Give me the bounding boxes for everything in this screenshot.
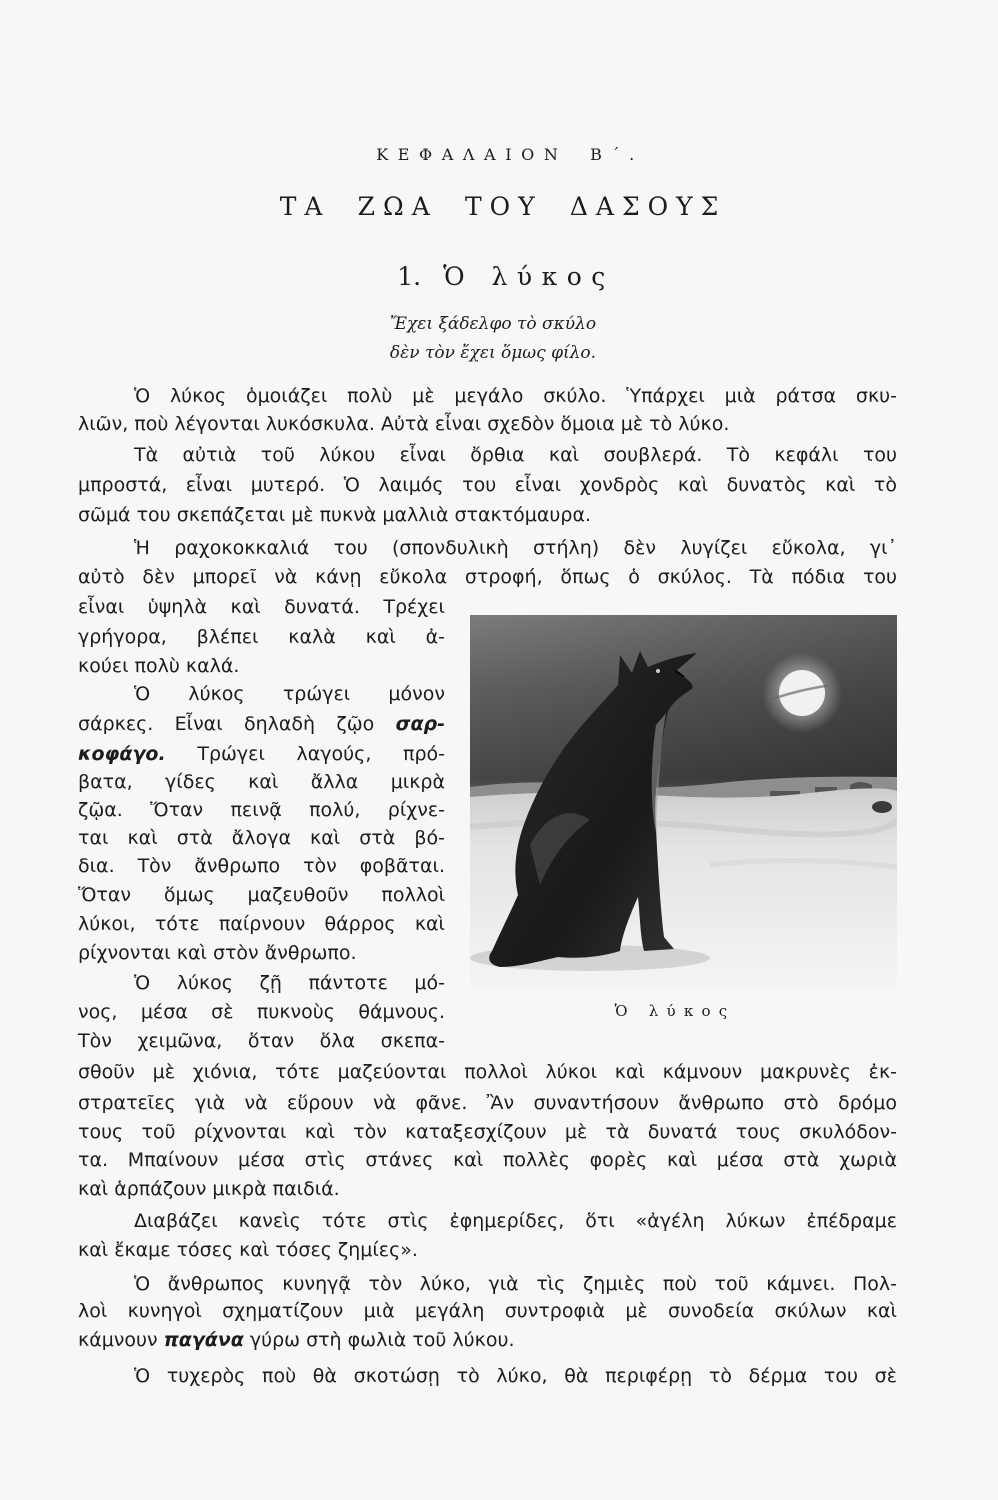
line-text: γύρω στὴ φωλιὰ τοῦ λύκου. <box>249 1329 515 1351</box>
line-text: σάρκες. Εἶναι δηλαδὴ ζῷο <box>78 713 375 735</box>
body-line: σθοῦν μὲ χιόνια, τότε μαζεύονται πολλοὶ λύκοι καὶ κάμνουν μακρυνὲς ἐκ- <box>78 1061 897 1083</box>
body-line: λιῶν, ποὺ λέγονται λυκόσκυλα. Αὐτὰ εἶναι σχεδὸν ὅμοια μὲ τὸ λύκο. <box>78 413 730 435</box>
body-line: ρίχνονται καὶ στὸν ἄνθρωπο. <box>78 942 357 964</box>
body-line: σῶμά του σκεπάζεται μὲ πυκνὰ μαλλιὰ στακτόμαυρα. <box>78 504 592 526</box>
body-line: Τὸν χειμῶνα, ὅταν ὅλα σκεπα- <box>78 1030 445 1052</box>
body-line: Ὁ τυχερὸς ποὺ θὰ σκοτώσῃ τὸ λύκο, θὰ περιφέρῃ τὸ δέρμα του σὲ <box>134 1365 897 1387</box>
chapter-label: ΚΕΦΑΛΑΙΟΝ Β΄. <box>376 145 644 164</box>
wolf-photo <box>470 615 897 988</box>
section-heading <box>0 262 998 292</box>
body-line: ζῷα. Ὅταν πεινᾷ πολύ, ρίχνε- <box>78 799 445 821</box>
wolf-figure <box>470 615 897 988</box>
body-line: Ὁ ἄνθρωπος κυνηγᾷ τὸν λύκο, γιὰ τὶς ζημιὲς ποὺ τοῦ κάμνει. Πολ- <box>134 1273 897 1295</box>
body-line <box>78 742 445 766</box>
emphasized-term: σαρ- <box>395 713 445 735</box>
body-line: λύκοι, τότε παίρνουν θάρρος καὶ <box>78 913 445 935</box>
wolf-eye <box>656 669 660 673</box>
section-title: Ὁ λύκος <box>443 262 615 291</box>
body-line: Ὁ λύκος τρώγει μόνον <box>134 683 445 705</box>
chapter-title: ΤΑ ΖΩΑ ΤΟΥ ΔΑΣΟΥΣ <box>279 192 727 221</box>
section-number: 1. <box>397 262 422 291</box>
body-line: τα. Μπαίνουν μέσα στὶς στάνες καὶ πολλὲς φορὲς καὶ μέσα στὰ χωριὰ <box>78 1149 897 1171</box>
body-line: Ὅταν ὅμως μαζευθοῦν πολλοὶ <box>78 884 445 906</box>
body-line: ται καὶ στὰ ἄλογα καὶ στὰ βό- <box>78 827 445 849</box>
body-line: τους τοῦ ρίχνονται καὶ τὸν καταξεσχίζουν μὲ τὰ δυνατά τους σκυλόδον- <box>78 1121 897 1143</box>
body-line: καὶ ἔκαμε τόσες καὶ τόσες ζημίες». <box>78 1239 418 1261</box>
epigraph-line: Ἔχει ξάδελφο τὸ σκύλο <box>389 314 597 334</box>
body-line: γρήγορα, βλέπει καλὰ καὶ ἀ- <box>78 626 445 648</box>
epigraph-line: δὲν τὸν ἔχει ὅμως φίλο. <box>389 343 597 363</box>
body-line: νος, μέσα σὲ πυκνοὺς θάμνους. <box>78 1001 445 1023</box>
line-text: Τρώγει λαγούς, πρό- <box>197 743 446 765</box>
body-line: καὶ ἁρπάζουν μικρὰ παιδιά. <box>78 1178 340 1200</box>
body-line: Τὰ αὐτιὰ τοῦ λύκου εἶναι ὄρθια καὶ σουβλερά. Τὸ κεφάλι του <box>134 444 897 466</box>
body-line <box>78 712 445 736</box>
body-line: στρατεῖες γιὰ νὰ εὕρουν νὰ φᾶνε. Ἂν συναντήσουν ἄνθρωπο στὸ δρόμο <box>78 1092 897 1114</box>
body-line: Ὁ λύκος ζῇ πάντοτε μό- <box>134 972 445 994</box>
figure-caption: Ὁ λύκος <box>614 1002 736 1020</box>
body-line: Ὁ λύκος ὁμοιάζει πολὺ μὲ μεγάλο σκύλο. Ὑπάρχει μιὰ ράτσα σκυ- <box>134 385 897 407</box>
moon <box>779 670 825 716</box>
body-line <box>78 1328 897 1352</box>
emphasized-term: παγάνα <box>163 1329 244 1351</box>
body-line: λοὶ κυνηγοὶ σχηματίζουν μιὰ μεγάλη συντροφιὰ μὲ συνοδεία σκύλων καὶ <box>78 1300 897 1322</box>
body-line: μπροστά, εἶναι μυτερό. Ὁ λαιμός του εἶναι χονδρὸς καὶ δυνατὸς καὶ τὸ <box>78 474 897 496</box>
body-line: κούει πολὺ καλά. <box>78 655 240 677</box>
body-line: βατα, γίδες καὶ ἄλλα μικρὰ <box>78 771 445 793</box>
body-line: εἶναι ὑψηλὰ καὶ δυνατά. Τρέχει <box>78 596 445 618</box>
rock <box>872 801 892 813</box>
emphasized-term: κοφάγο. <box>78 743 166 765</box>
body-line: δια. Τὸν ἄνθρωπο τὸν φοβᾶται. <box>78 855 445 877</box>
body-line: Διαβάζει κανεὶς τότε στὶς ἐφημερίδες, ὅτι «ἀγέλη λύκων ἐπέδραμε <box>134 1210 897 1232</box>
body-line: αὐτὸ δὲν μπορεῖ νὰ κάνῃ εὔκολα στροφή, ὅπως ὁ σκύλος. Τὰ πόδια του <box>78 566 897 588</box>
line-text: κάμνουν <box>78 1329 158 1351</box>
body-line: Ἡ ραχοκοκκαλιά του (σπονδυλικὴ στήλη) δὲν λυγίζει εὔκολα, γι᾿ <box>134 537 897 559</box>
